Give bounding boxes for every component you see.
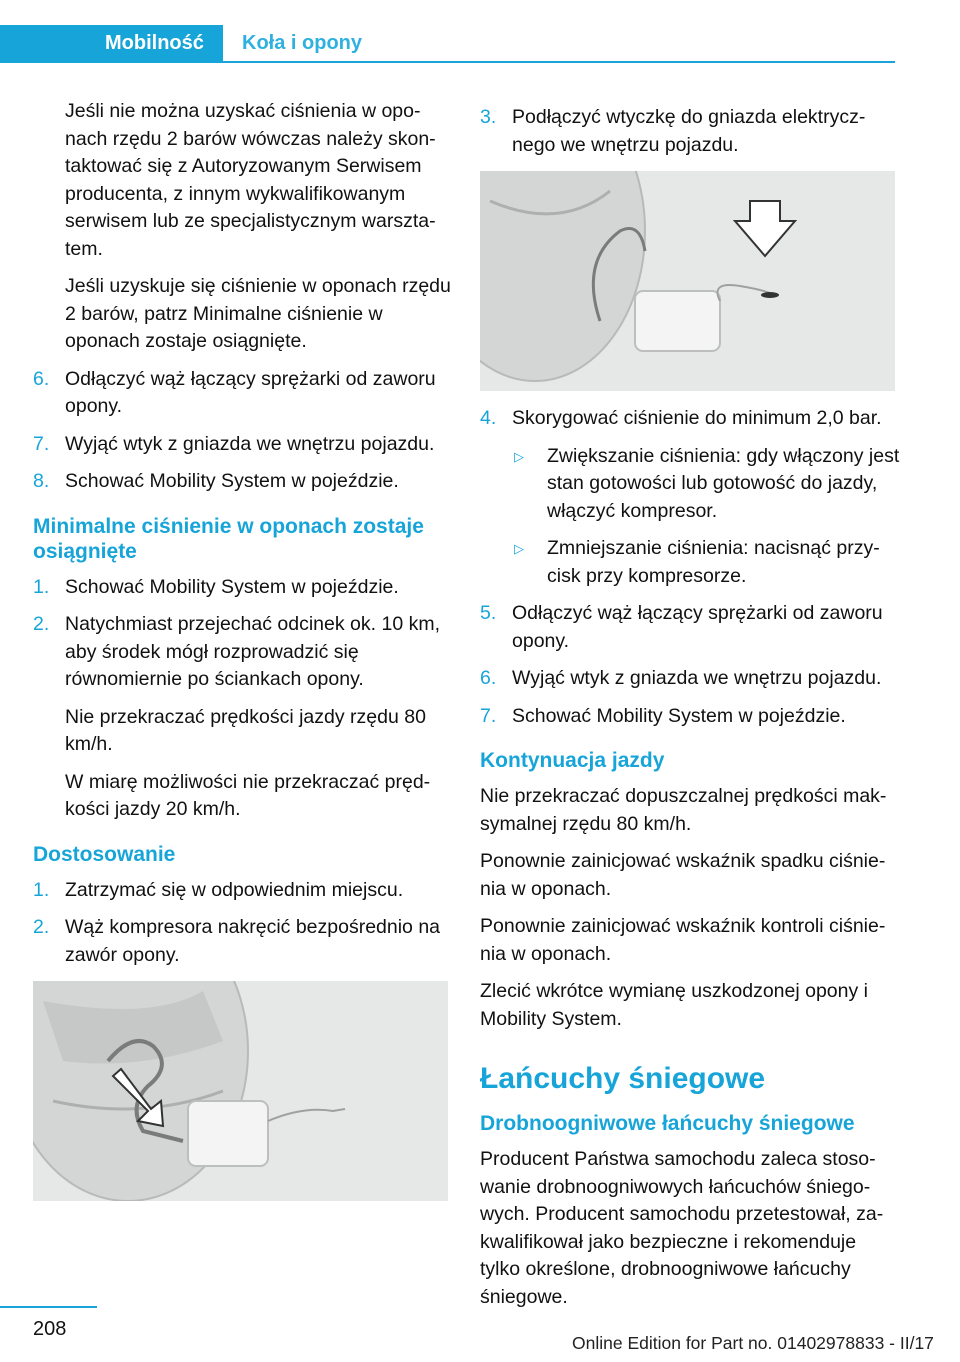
edition-note: Online Edition for Part no. 01402978833 - II/17 — [572, 1333, 934, 1353]
step-text: Schować Mobility System w pojeździe. — [512, 704, 846, 727]
paragraph: Jeśli nie można uzyskać ciśnienia w opo‐nach rzędu 2 barów wówczas należy skon‐taktować się z Autoryzowanym Serwisem producenta, z innym wykwalifikowanym serwisem lub ze specjalistycznym warszta‐tem. — [65, 100, 436, 260]
paragraph: Ponownie zainicjować wskaźnik spadku ciśnie‐nia w oponach. — [480, 850, 886, 900]
triangle-bullet-icon: ▷ — [514, 541, 524, 556]
list-item — [33, 468, 453, 496]
section-title: Mobilność — [105, 32, 204, 54]
step-text: Natychmiast przejechać odcinek ok. 10 km, aby środek mógł rozprowadzić się równomiernie po ściankach opony. — [65, 613, 440, 690]
bullet-text: Zmniejszanie ciśnienia: nacisnąć przy‐cisk przy kompresorze. — [547, 537, 880, 587]
bullet-item — [480, 443, 900, 526]
paragraph: Ponownie zainicjować wskaźnik kontroli ciśnie‐nia w oponach. — [480, 915, 886, 965]
page-number: 208 — [33, 1318, 67, 1340]
bullet-item — [480, 535, 900, 590]
bullet-text: Zwiększanie ciśnienia: gdy włączony jest stan gotowości lub gotowość do jazdy, włączyć kompresor. — [547, 444, 900, 522]
power-socket-illustration — [480, 171, 895, 391]
list-item — [480, 405, 900, 433]
step-number: 2. — [33, 613, 50, 635]
list-item — [480, 600, 900, 655]
tire-valve-illustration — [33, 981, 448, 1201]
paragraph: Nie przekraczać prędkości jazdy rzędu 80 km/h. — [65, 705, 426, 755]
step-number: 7. — [480, 704, 497, 727]
step-text: Wyjąć wtyk z gniazda we wnętrzu pojazdu. — [512, 667, 882, 689]
step-text: Odłączyć wąż łączący sprężarki od zaworu opony. — [65, 367, 436, 417]
list-item — [33, 877, 453, 905]
paragraph: Jeśli uzyskuje się ciśnienie w oponach rzędu 2 barów, patrz Minimalne ciśnienie w oponach zostaje osiągnięte. — [65, 275, 451, 352]
section-heading: Dostosowanie — [33, 842, 176, 866]
list-item — [33, 574, 453, 602]
step-number: 1. — [33, 575, 50, 598]
compressor-connect-illustration — [33, 981, 448, 1201]
list-item — [33, 431, 453, 459]
step-number: 7. — [33, 432, 50, 455]
step-text: Skorygować ciśnienie do minimum 2,0 bar. — [512, 407, 882, 429]
triangle-bullet-icon: ▷ — [514, 448, 524, 464]
step-number: 3. — [480, 106, 497, 128]
paragraph: Nie przekraczać dopuszczalnej prędkości mak‐symalnej rzędu 80 km/h. — [480, 785, 887, 835]
step-text: Wyjąć wtyk z gniazda we wnętrzu pojazdu. — [65, 432, 435, 455]
list-item — [33, 914, 453, 969]
right-column — [480, 104, 900, 1321]
list-item — [480, 104, 900, 159]
footer-rule — [0, 1306, 97, 1308]
step-text: Podłączyć wtyczkę do gniazda elektrycz‐nego we wnętrzu pojazdu. — [512, 106, 866, 156]
list-item — [480, 703, 900, 731]
step-number: 8. — [33, 470, 50, 492]
socket-connect-illustration — [480, 171, 895, 391]
step-text: Zatrzymać się w odpowiednim miejscu. — [65, 878, 404, 901]
step-text: Schować Mobility System w pojeździe. — [65, 575, 399, 598]
step-number: 6. — [480, 667, 497, 689]
header-rule — [0, 61, 895, 63]
paragraph: W miarę możliwości nie przekraczać pręd‐kości jazdy 20 km/h. — [65, 770, 431, 820]
step-number: 2. — [33, 916, 50, 938]
section-heading: Drobnoogniwowe łańcuchy śniegowe — [480, 1112, 855, 1135]
step-number: 6. — [33, 367, 50, 390]
step-number: 4. — [480, 407, 497, 429]
paragraph: Zlecić wkrótce wymianę uszkodzonej opony i Mobility System. — [480, 980, 869, 1030]
step-text: Odłączyć wąż łączący sprężarki od zaworu opony. — [512, 602, 883, 652]
step-number: 1. — [33, 878, 50, 901]
left-column — [33, 98, 453, 1215]
subsection-title: Koła i opony — [242, 32, 362, 54]
paragraph: Producent Państwa samochodu zaleca stoso‐wanie drobnoogniwowych łańcuchów śniego‐wych. Producent samochodu przetestował, za‐kwalifikował jako bezpieczne i rekomenduje tylko określone, drobnoogniwowe łańcuchy śniegowe. — [480, 1148, 884, 1308]
step-number: 5. — [480, 602, 497, 624]
list-item — [480, 665, 900, 693]
list-item — [33, 366, 453, 421]
chapter-heading: Łańcuchy śniegowe — [480, 1062, 766, 1095]
section-tab — [0, 25, 223, 62]
section-heading: Kontynuacja jazdy — [480, 749, 665, 772]
step-text: Wąż kompresora nakręcić bezpośrednio na zawór opony. — [65, 916, 441, 966]
section-heading: Minimalne ciśnienie w oponach zostaje osiągnięte — [33, 514, 424, 563]
page-header — [0, 0, 895, 64]
step-text: Schować Mobility System w pojeździe. — [65, 470, 399, 492]
list-item — [33, 611, 453, 694]
